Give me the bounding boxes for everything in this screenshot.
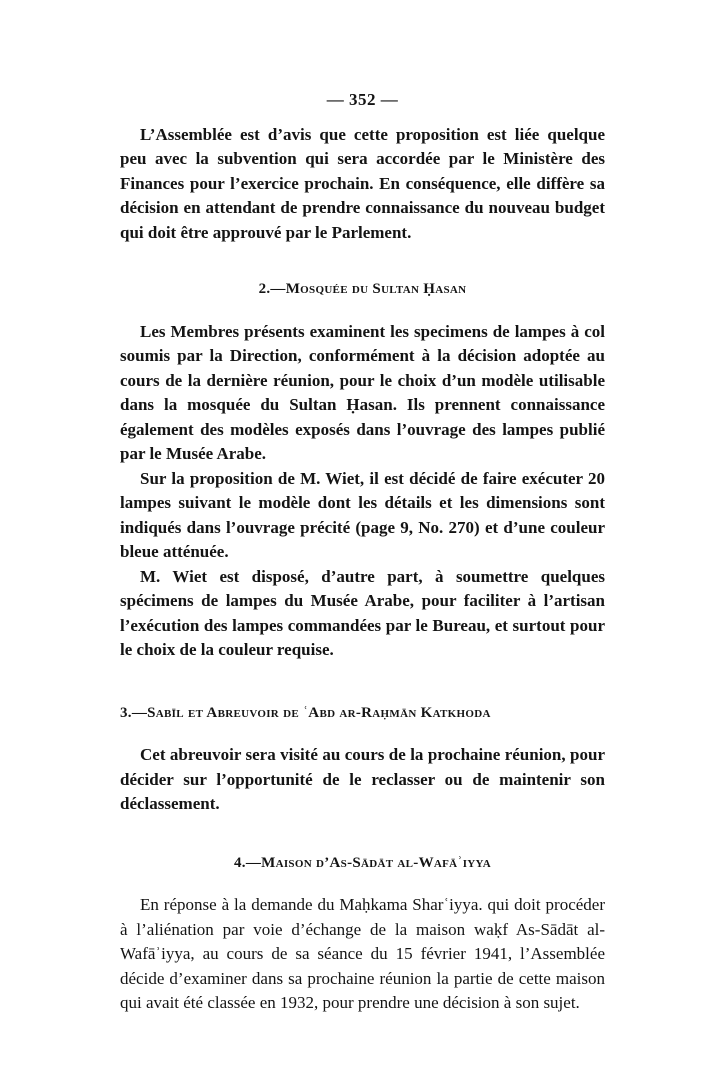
section-4-paragraph-1: En réponse à la demande du Maḥkama Sharʿiyya. qui doit procéder à l’aliénation par voie d’échange de la maison waḳf As-Sādāt al-Wafāʾiyya, au cours de sa séance du 15 février 1941, l’Assemblée décide d’examiner dans sa prochaine réunion la partie de cette maison qui avait été classée en 1932, pour prendre une décision à son sujet. [120, 895, 605, 1012]
section-2-paragraph-2: Sur la proposition de M. Wiet, il est décidé de faire exécuter 20 lampes suivant le modèle dont les détails et les dimensions sont indiqués dans l’ouvrage précité (page 9, No. 270) et d’une couleur bleue atténuée. [120, 468, 605, 561]
section-3-heading: 3.—Sabīl et Abreuvoir de ʿAbd ar-Raḥmān Katkhoda [120, 704, 491, 721]
page-number: — 352 — [326, 90, 399, 109]
section-3-paragraph-1: Cet abreuvoir sera visité au cours de la prochaine réunion, pour décider sur l’opportunité de le reclasser ou de maintenir son déclassement. [120, 745, 605, 813]
intro-paragraph: L’Assemblée est d’avis que cette proposition est liée quelque peu avec la subvention qui sera accordée par le Ministère des Finances pour l’exercice prochain. En conséquence, elle diffère sa décision en attendant de prendre connaissance du nouveau budget qui doit être approuvé par le Parlement. [120, 124, 605, 242]
section-2-paragraph-3: M. Wiet est disposé, d’autre part, à soumettre quelques spécimens de lampes du Musée Arabe, pour faciliter à l’artisan l’exécution des lampes commandées par le Bureau, et surtout pour le choix de la couleur requise. [120, 566, 605, 659]
section-4-heading: 4.—Maison d’As-Sādāt al-Wafāʾiyya [233, 854, 492, 871]
document-page [120, 88, 605, 1016]
section-2-heading: 2.—Mosquée du Sultan Ḥasan [258, 281, 467, 297]
section-2-paragraph-1: Les Membres présents examinent les specimens de lampes à col soumis par la Direction, conformément à la décision adoptée au cours de la dernière réunion, pour le choix d’un modèle utilisable dans la mosquée du Sultan Ḥasan. Ils prennent connaissance également des modèles exposés dans l’ouvrage des lampes publié par le Musée Arabe. [120, 321, 605, 463]
